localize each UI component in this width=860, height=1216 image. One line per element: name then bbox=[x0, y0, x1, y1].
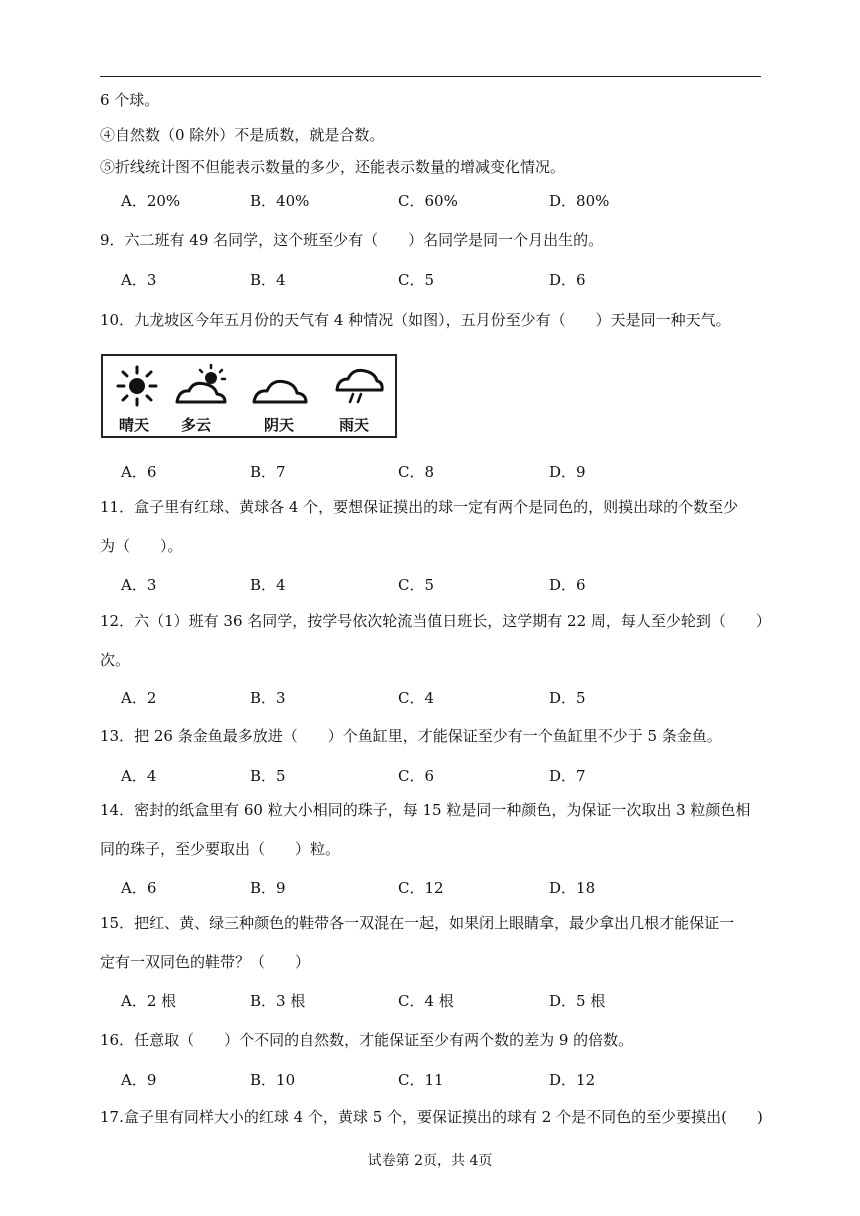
choice-a: A．6 bbox=[121, 463, 157, 481]
question-10: 10．九龙坡区今年五月份的天气有 4 种情况（如图），五月份至少有（ ）天是同一种天气。 bbox=[100, 311, 731, 329]
question-13: 13．把 26 条金鱼最多放进（ ）个鱼缸里，才能保证至少有一个鱼缸里不少于 5 条金鱼。 bbox=[100, 727, 722, 745]
question-12-cont: 次。 bbox=[100, 651, 131, 669]
choice-d: D．9 bbox=[549, 463, 586, 481]
page-footer: 试卷第 2页，共 4页 bbox=[367, 1153, 493, 1169]
choice-a: A．2 根 bbox=[121, 992, 177, 1010]
choice-c: C．11 bbox=[398, 1071, 444, 1089]
choice-d: D．5 根 bbox=[549, 992, 606, 1010]
question-16: 16．任意取（ ）个不同的自然数，才能保证至少有两个数的差为 9 的倍数。 bbox=[100, 1031, 634, 1049]
question-15-cont: 定有一双同色的鞋带？（ ） bbox=[100, 953, 311, 971]
choice-d: D．12 bbox=[549, 1071, 596, 1089]
choice-c: C．4 根 bbox=[398, 992, 454, 1010]
choice-b: B．3 bbox=[250, 689, 286, 707]
choice-a: A．9 bbox=[121, 1071, 157, 1089]
question-14-cont: 同的珠子，至少要取出（ ）粒。 bbox=[100, 840, 341, 858]
choice-c: C．5 bbox=[398, 271, 435, 289]
weather-label-rainy: 雨天 bbox=[339, 416, 370, 434]
choice-b: B．40% bbox=[250, 192, 310, 210]
question-12: 12．六（1）班有 36 名同学，按学号依次轮流当值日班长，这学期有 22 周，每人至少轮到（ ） bbox=[100, 612, 771, 630]
choice-c: C．60% bbox=[398, 192, 458, 210]
question-14: 14．密封的纸盒里有 60 粒大小相同的珠子，每 15 粒是同一种颜色，为保证一次取出 3 粒颜色相 bbox=[100, 801, 751, 819]
choice-a: A．2 bbox=[121, 689, 157, 707]
sun-icon bbox=[115, 364, 159, 408]
choice-d: D．80% bbox=[549, 192, 610, 210]
choice-a: A．20% bbox=[121, 192, 181, 210]
question-15: 15．把红、黄、绿三种颜色的鞋带各一双混在一起，如果闭上眼睛拿，最少拿出几根才能保证一 bbox=[100, 914, 735, 932]
choice-a: A．3 bbox=[121, 271, 157, 289]
text-line: 6 个球。 bbox=[100, 91, 160, 109]
choice-b: B．7 bbox=[250, 463, 286, 481]
text-line: ⑤折线统计图不但能表示数量的多少，还能表示数量的增减变化情况。 bbox=[100, 158, 566, 176]
weather-figure bbox=[101, 354, 397, 438]
weather-label-partly-cloudy: 多云 bbox=[181, 416, 212, 434]
weather-label-overcast: 阴天 bbox=[264, 416, 295, 434]
choice-d: D．7 bbox=[549, 767, 586, 785]
choice-d: D．18 bbox=[549, 879, 596, 897]
choice-a: A．3 bbox=[121, 576, 157, 594]
partly-cloudy-icon bbox=[173, 364, 233, 408]
rain-cloud-icon bbox=[333, 364, 385, 408]
choice-c: C．12 bbox=[398, 879, 444, 897]
choice-a: A．4 bbox=[121, 767, 157, 785]
choice-d: D．5 bbox=[549, 689, 586, 707]
weather-label-sunny: 晴天 bbox=[119, 416, 150, 434]
cloud-icon bbox=[250, 364, 310, 408]
choice-b: B．5 bbox=[250, 767, 286, 785]
choice-c: C．5 bbox=[398, 576, 435, 594]
choice-b: B．9 bbox=[250, 879, 286, 897]
choice-c: C．8 bbox=[398, 463, 435, 481]
choice-b: B．4 bbox=[250, 576, 286, 594]
question-11: 11．盒子里有红球、黄球各 4 个，要想保证摸出的球一定有两个是同色的，则摸出球的个数至少 bbox=[100, 498, 739, 516]
question-17: 17.盒子里有同样大小的红球 4 个，黄球 5 个，要保证摸出的球有 2 个是不同色的至少要摸出( ) bbox=[100, 1108, 763, 1126]
question-9: 9．六二班有 49 名同学，这个班至少有（ ）名同学是同一个月出生的。 bbox=[100, 231, 604, 249]
text-line: ④自然数（0 除外）不是质数，就是合数。 bbox=[100, 126, 385, 144]
question-11-cont: 为（ ）。 bbox=[100, 537, 183, 555]
choice-d: D．6 bbox=[549, 576, 586, 594]
choice-c: C．6 bbox=[398, 767, 435, 785]
choice-b: B．10 bbox=[250, 1071, 296, 1089]
choice-d: D．6 bbox=[549, 271, 586, 289]
choice-b: B．3 根 bbox=[250, 992, 306, 1010]
header-rule bbox=[100, 76, 761, 77]
choice-a: A．6 bbox=[121, 879, 157, 897]
choice-b: B．4 bbox=[250, 271, 286, 289]
choice-c: C．4 bbox=[398, 689, 435, 707]
